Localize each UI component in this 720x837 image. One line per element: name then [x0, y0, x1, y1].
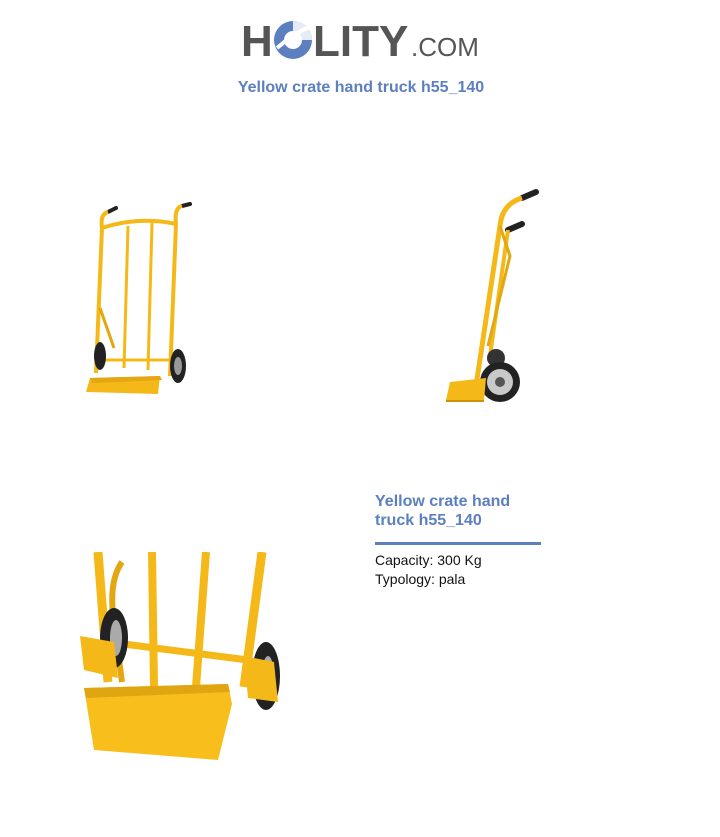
- product-name: Yellow crate hand truck h55_140: [375, 493, 511, 529]
- logo-suffix: .COM: [411, 32, 479, 62]
- product-divider: [375, 542, 541, 545]
- spec-capacity: Capacity: 300 Kg: [375, 552, 482, 568]
- product-info-panel: [375, 492, 543, 589]
- logo-globe-icon: [274, 21, 312, 59]
- logo-letter-h: H: [241, 17, 273, 66]
- hand-truck-front-photo: [78, 198, 198, 398]
- logo-letters-lity: LITY: [313, 17, 409, 66]
- spec-typology: Typology: pala: [375, 571, 466, 587]
- product-specs: [375, 551, 543, 589]
- holity-logo: [241, 12, 481, 68]
- hand-truck-side-photo: [440, 186, 550, 408]
- hand-truck-base-detail-photo: [78, 552, 288, 764]
- page-title: Yellow crate hand truck h55_140: [237, 79, 485, 96]
